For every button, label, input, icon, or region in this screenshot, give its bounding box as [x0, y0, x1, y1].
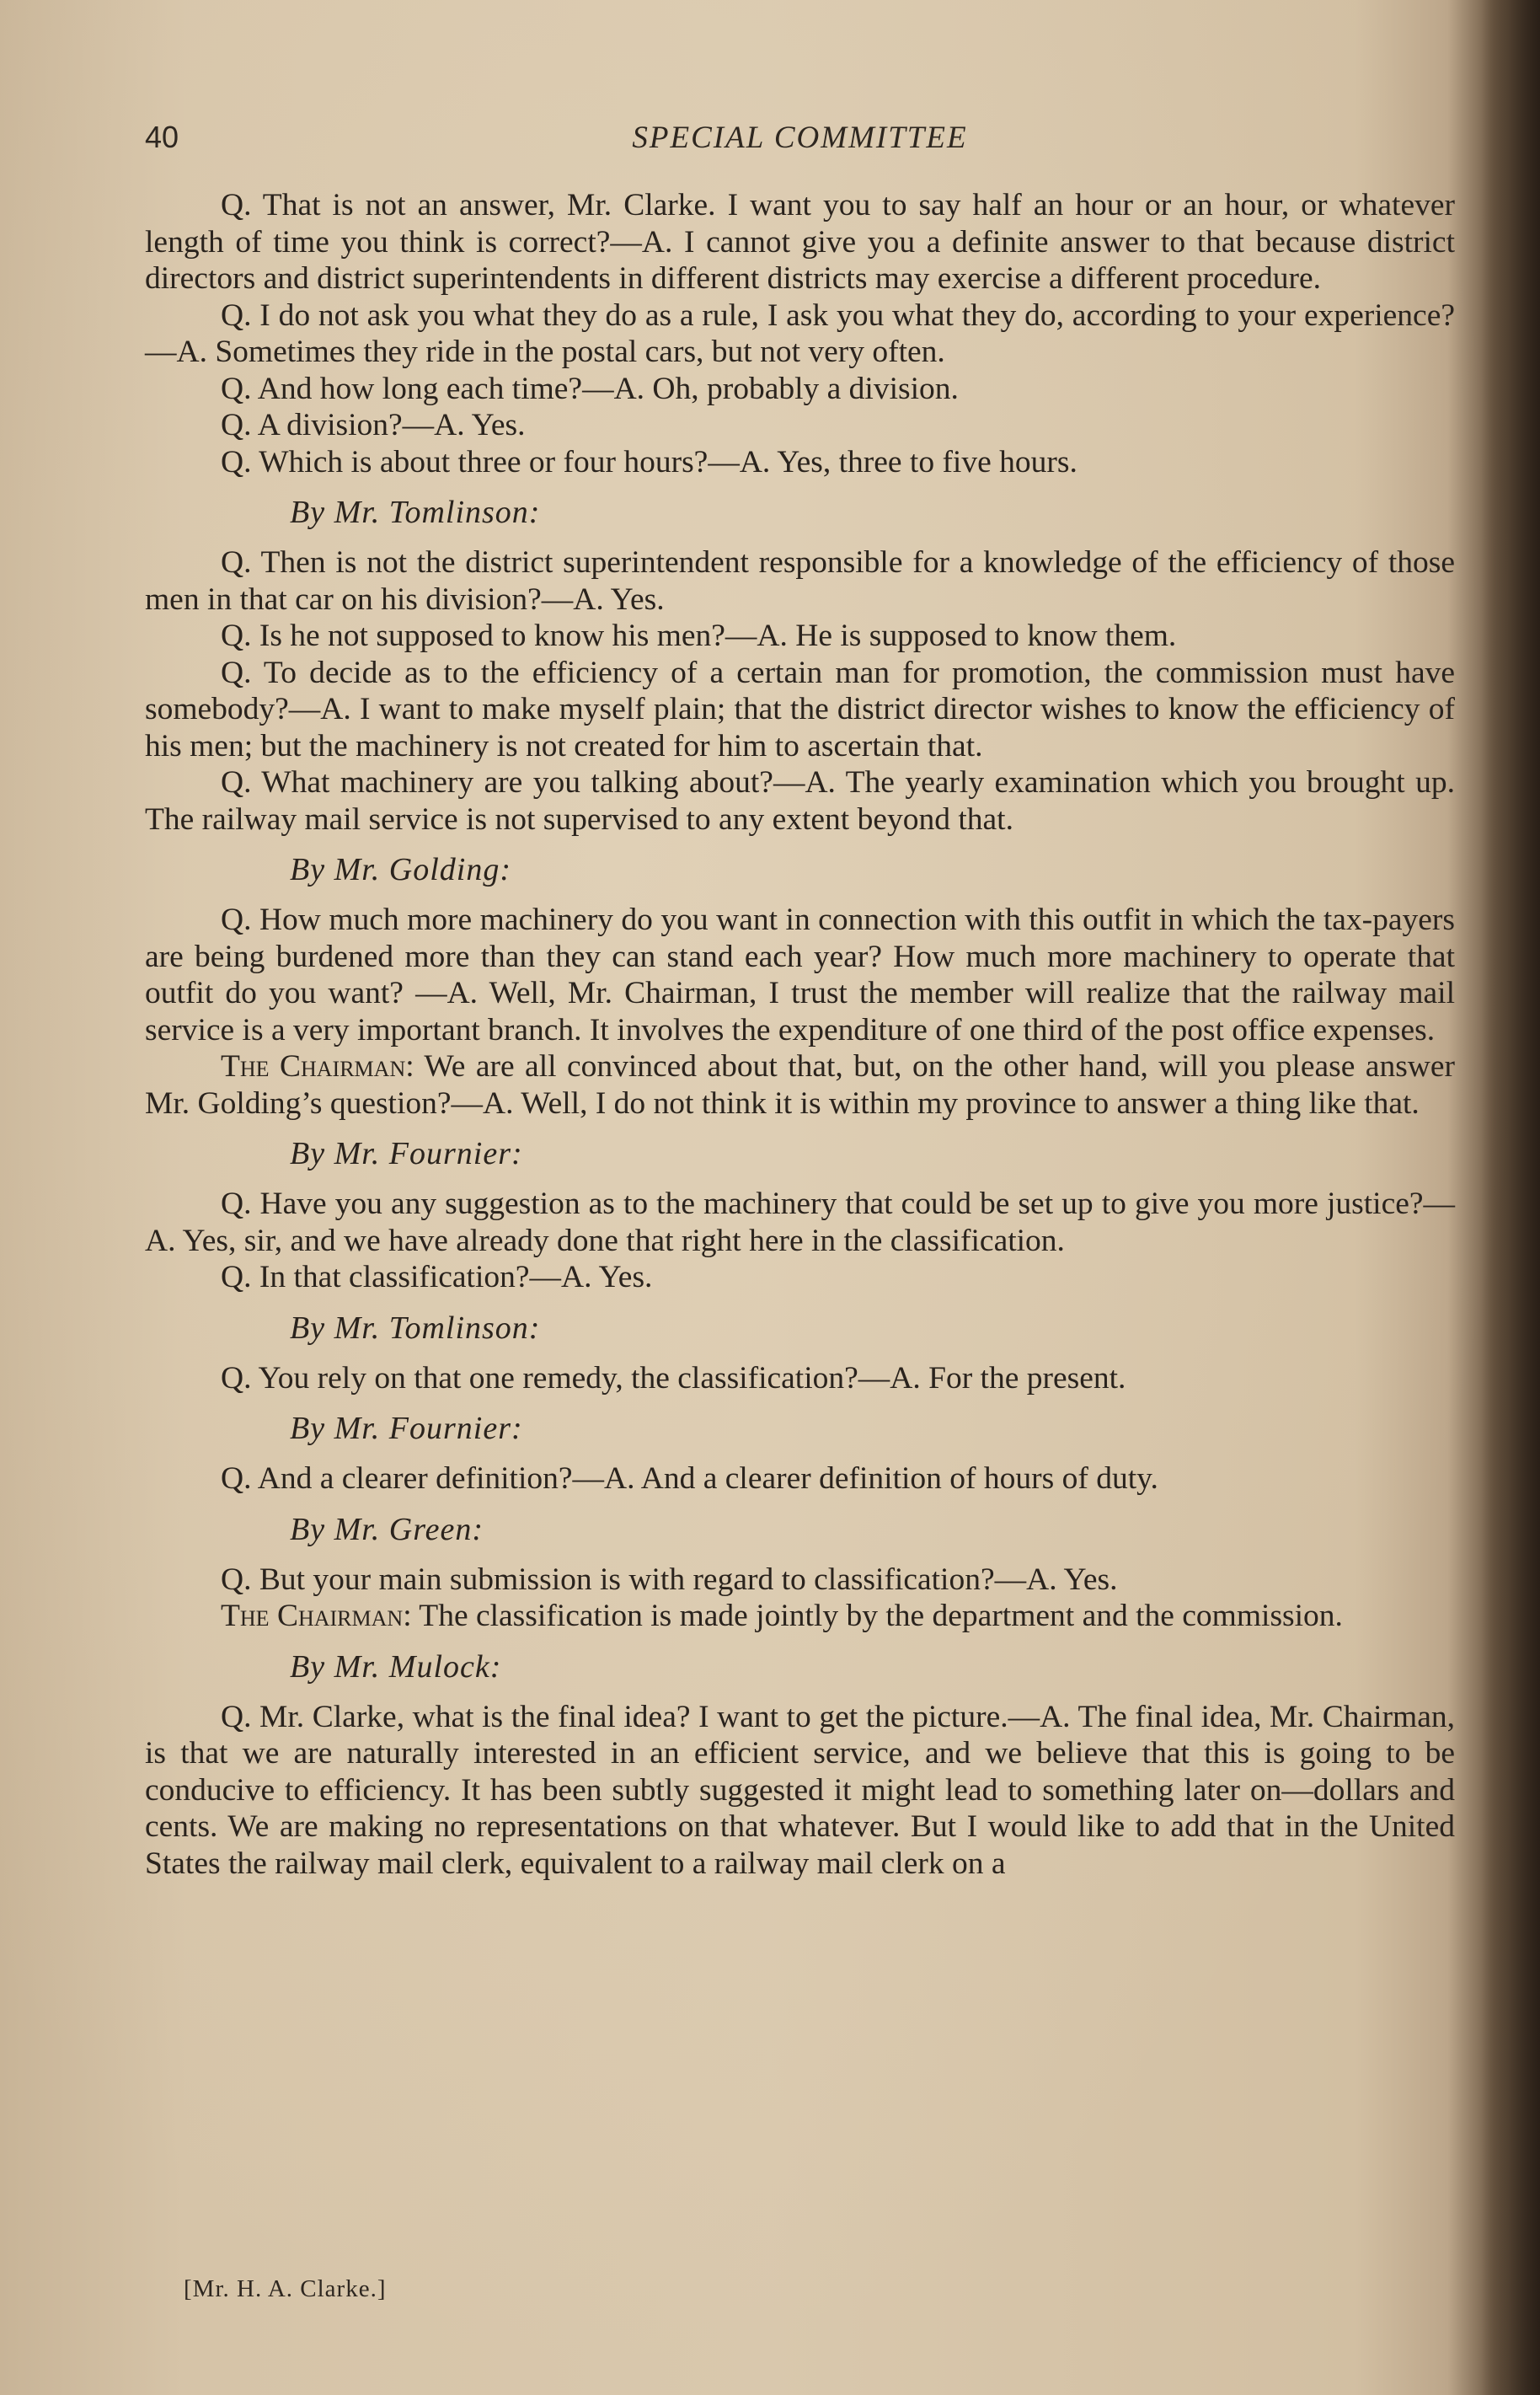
- chairman-label: The Chairman: [221, 1049, 406, 1084]
- chairman-label: The Chairman: [221, 1599, 404, 1633]
- chairman-text: : The classification is made jointly by the department and the commission.: [403, 1599, 1343, 1633]
- speaker-heading: By Mr. Tomlinson:: [290, 1310, 541, 1346]
- speaker-heading: By Mr. Fournier:: [290, 1411, 523, 1446]
- speaker-heading: By Mr. Golding:: [290, 852, 512, 887]
- question-answer-paragraph: Q. Have you any suggestion as to the machinery that could be set up to give you more justice?—A. Yes, sir, and we have already done that right here in the classification.: [145, 1187, 1455, 1258]
- transcript-body: [145, 187, 1455, 1882]
- book-spine-shadow: [1481, 0, 1540, 2395]
- witness-footer: [Mr. H. A. Clarke.]: [184, 2275, 387, 2302]
- question-answer-paragraph: Q. Is he not supposed to know his men?—A. He is supposed to know them.: [221, 619, 1177, 653]
- page-number: 40: [145, 120, 179, 154]
- chairman-statement: [145, 1048, 1455, 1122]
- speaker-heading: By Mr. Mulock:: [290, 1648, 502, 1685]
- question-answer-paragraph: Q. And how long each time?—A. Oh, probably a division.: [221, 371, 959, 406]
- speaker-heading: By Mr. Tomlinson:: [290, 495, 541, 530]
- speaker-heading: By Mr. Green:: [290, 1511, 484, 1547]
- question-answer-paragraph: Q. What machinery are you talking about?—A. The yearly examination which you brought up. The railway mail service is not supervised to any extent beyond that.: [145, 765, 1455, 837]
- question-answer-paragraph: Q. To decide as to the efficiency of a certain man for promotion, the commission must have somebody?—A. I want to make myself plain; that the district director wishes to know the efficiency of his men; but the machinery is not created for him to ascertain that.: [145, 655, 1455, 764]
- running-head: SPECIAL COMMITTEE: [632, 121, 968, 155]
- chairman-statement: [145, 1598, 1455, 1635]
- chairman-text: : We are all convinced about that, but, on the other hand, will you please answer Mr. Golding’s question?—A. Well, I do not think it is within my province to answer a thing like that.: [145, 1049, 1455, 1121]
- question-answer-paragraph: Q. How much more machinery do you want in connection with this outfit in which the tax-payers are being burdened more than they can stand each year? How much more machinery to operate that outfit do you want? —A. Well, Mr. Chairman, I trust the member will realize that the railway mail service is a very important branch. It involves the expenditure of one third of the post office expenses.: [145, 903, 1455, 1047]
- question-answer-paragraph: Q. In that classification?—A. Yes.: [221, 1260, 653, 1294]
- question-answer-paragraph: Q. I do not ask you what they do as a rule, I ask you what they do, according to your experience?—A. Sometimes they ride in the postal cars, but not very often.: [145, 297, 1455, 369]
- question-answer-paragraph: Q. But your main submission is with regard to classification?—A. Yes.: [221, 1562, 1118, 1597]
- page-header: [145, 120, 1455, 162]
- question-answer-paragraph: Q. You rely on that one remedy, the classification?—A. For the present.: [221, 1360, 1126, 1396]
- question-answer-paragraph: Q. That is not an answer, Mr. Clarke. I want you to say half an hour or an hour, or whatever length of time you think is correct?—A. I cannot give you a definite answer to that because district directors and district superintendents in different districts may exercise a different procedure.: [145, 188, 1455, 296]
- question-answer-paragraph: Q. Then is not the district superintendent responsible for a knowledge of the efficiency of those men in that car on his division?—A. Yes.: [145, 545, 1455, 617]
- question-answer-paragraph: Q. Which is about three or four hours?—A. Yes, three to five hours.: [221, 444, 1077, 480]
- speaker-heading: By Mr. Fournier:: [290, 1136, 523, 1171]
- question-answer-paragraph: Q. And a clearer definition?—A. And a clearer definition of hours of duty.: [221, 1461, 1158, 1496]
- question-answer-paragraph: Q. Mr. Clarke, what is the final idea? I want to get the picture.—A. The final idea, Mr. Chairman, is that we are naturally interested in an efficient service, and we believe that this is going to be conducive to efficiency. It has been subtly suggested it might lead to something later on—dollars and cents. We are making no representations on that whatever. But I would like to add that in the United States the railway mail clerk, equivalent to a railway mail clerk on a: [145, 1699, 1455, 1881]
- question-answer-paragraph: Q. A division?—A. Yes.: [221, 408, 526, 442]
